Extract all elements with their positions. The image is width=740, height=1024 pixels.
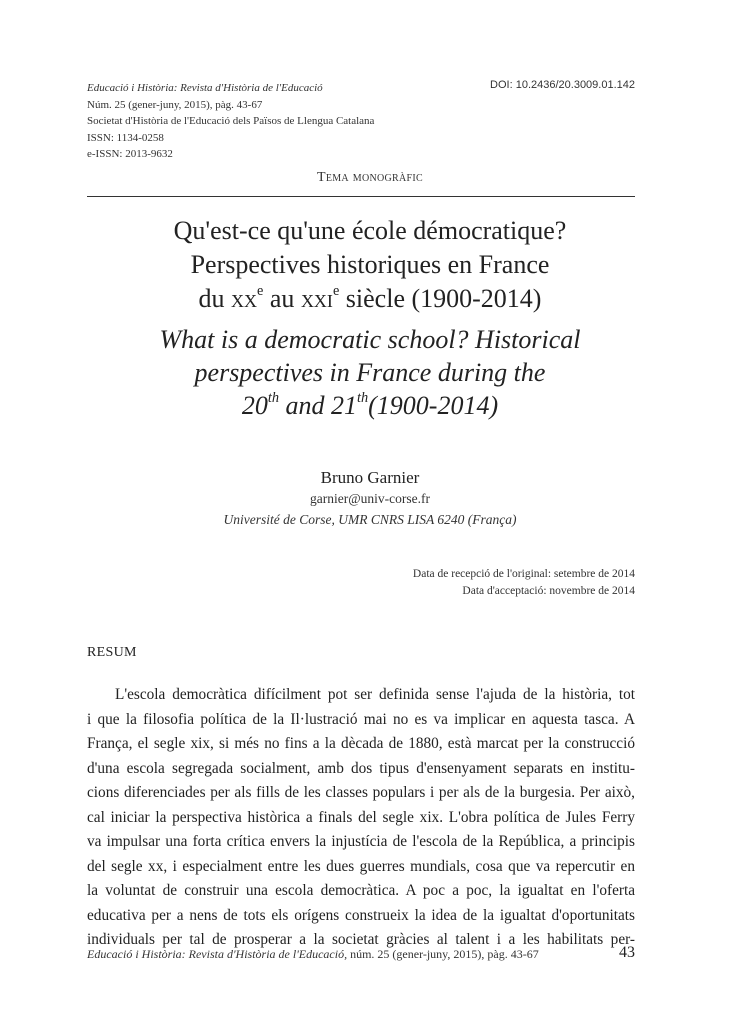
abstract-line: d'una escola segregada socialment, amb dos tipus d'ensenyament separats en institu- [87,759,635,777]
journal-metadata [87,80,374,163]
abstract-line: L'escola democràtica difícilment pot ser definida sense l'ajuda de la història, tot [115,686,635,703]
abstract-heading: RESUM [87,645,137,660]
title-en-line-3 [60,389,680,422]
doi: DOI: 10.2436/20.3009.01.142 [490,79,635,91]
submission-dates [413,566,635,600]
title-line-3-pre: du [198,284,232,313]
abstract-line: educativa per a nens de tots els orígens construeix la idea de la igualtat d'oportunitats [87,906,635,924]
title-en-20: 20 [241,391,268,420]
century-xxi-sup: e [332,282,340,299]
page-number: 43 [619,944,635,961]
footer-issue: núm. 25 (gener-juny, 2015), pàg. 43-67 [347,947,539,961]
eissn: e-ISSN: 2013-9632 [87,148,173,160]
title-line-2: Perspectives historiques en France [190,250,550,279]
century-xxi: xxi [300,284,333,313]
title-en-line-2: perspectives in France during the [194,358,546,387]
society-name: Societat d'Història de l'Educació dels Països de Llengua Catalana [87,115,375,127]
issn: ISSN: 1134-0258 [87,131,164,144]
header-divider [87,196,635,197]
page-footer [87,947,539,962]
title-catalan [60,214,680,316]
section-label: Tema monogràfic [316,170,423,185]
title-line-3-post: siècle (1900-2014) [339,284,542,313]
footer-journal: Educació i Història: Revista d'Història de l'Educació, [87,947,348,961]
abstract-line: individuals per tal de prosperar a la societat gràcies al talent i a les habilitats per- [87,931,635,948]
abstract-line: va impulsar una forta crítica envers la injustícia de l'escola de la República, a principis [87,833,635,850]
title-en-line-1: What is a democratic school? Historical [159,325,581,354]
abstract-body [87,683,635,953]
abstract-line: cions diferenciades per als fills de les classes populars i per als de la burgesia. Per això, [87,784,635,801]
author-name: Bruno Garnier [320,468,420,487]
title-line-3-mid: au [263,284,301,313]
received-date: Data de recepció de l'original: setembre de 2014 [412,568,635,580]
title-en-21-sup: th [357,389,369,406]
abstract-line: França, el segle xix, si més no fins a la dècada de 1880, està marcat per la construcció [87,735,635,752]
abstract-line: cal iniciar la perspectiva històrica a finals del segle xix. L'obra política de Jules Ferry [87,808,635,826]
abstract-line: la voluntat de construir una escola democràtica. A poc a poc, la igualtat en l'oferta [87,882,635,899]
title-en-mid: and 21 [279,391,357,420]
century-xx: xx [231,284,258,313]
journal-name: Educació i Història: Revista d'Història de l'Educació [87,82,323,94]
author-email: garnier@univ-corse.fr [309,491,430,506]
title-line-3 [60,282,680,316]
century-xx-sup: e [257,282,264,299]
accepted-date: Data d'acceptació: novembre de 2014 [462,585,635,597]
title-en-20-sup: th [267,389,279,406]
abstract-line: i que la filosofia política de la Il·lustració mai no es va implicar en aquesta tasca. A [87,710,635,728]
author-affiliation: Université de Corse, UMR CNRS LISA 6240 (França) [223,512,517,527]
issue-info: Núm. 25 (gener-juny, 2015), pàg. 43-67 [87,98,263,111]
title-english [60,323,680,422]
title-line-1: Qu'est-ce qu'une école démocratique? [173,216,567,245]
title-en-post: (1900-2014) [368,391,499,420]
abstract-line: del segle xx, i especialment entre les dues guerres mundials, cosa que va repercutir en [87,857,635,875]
